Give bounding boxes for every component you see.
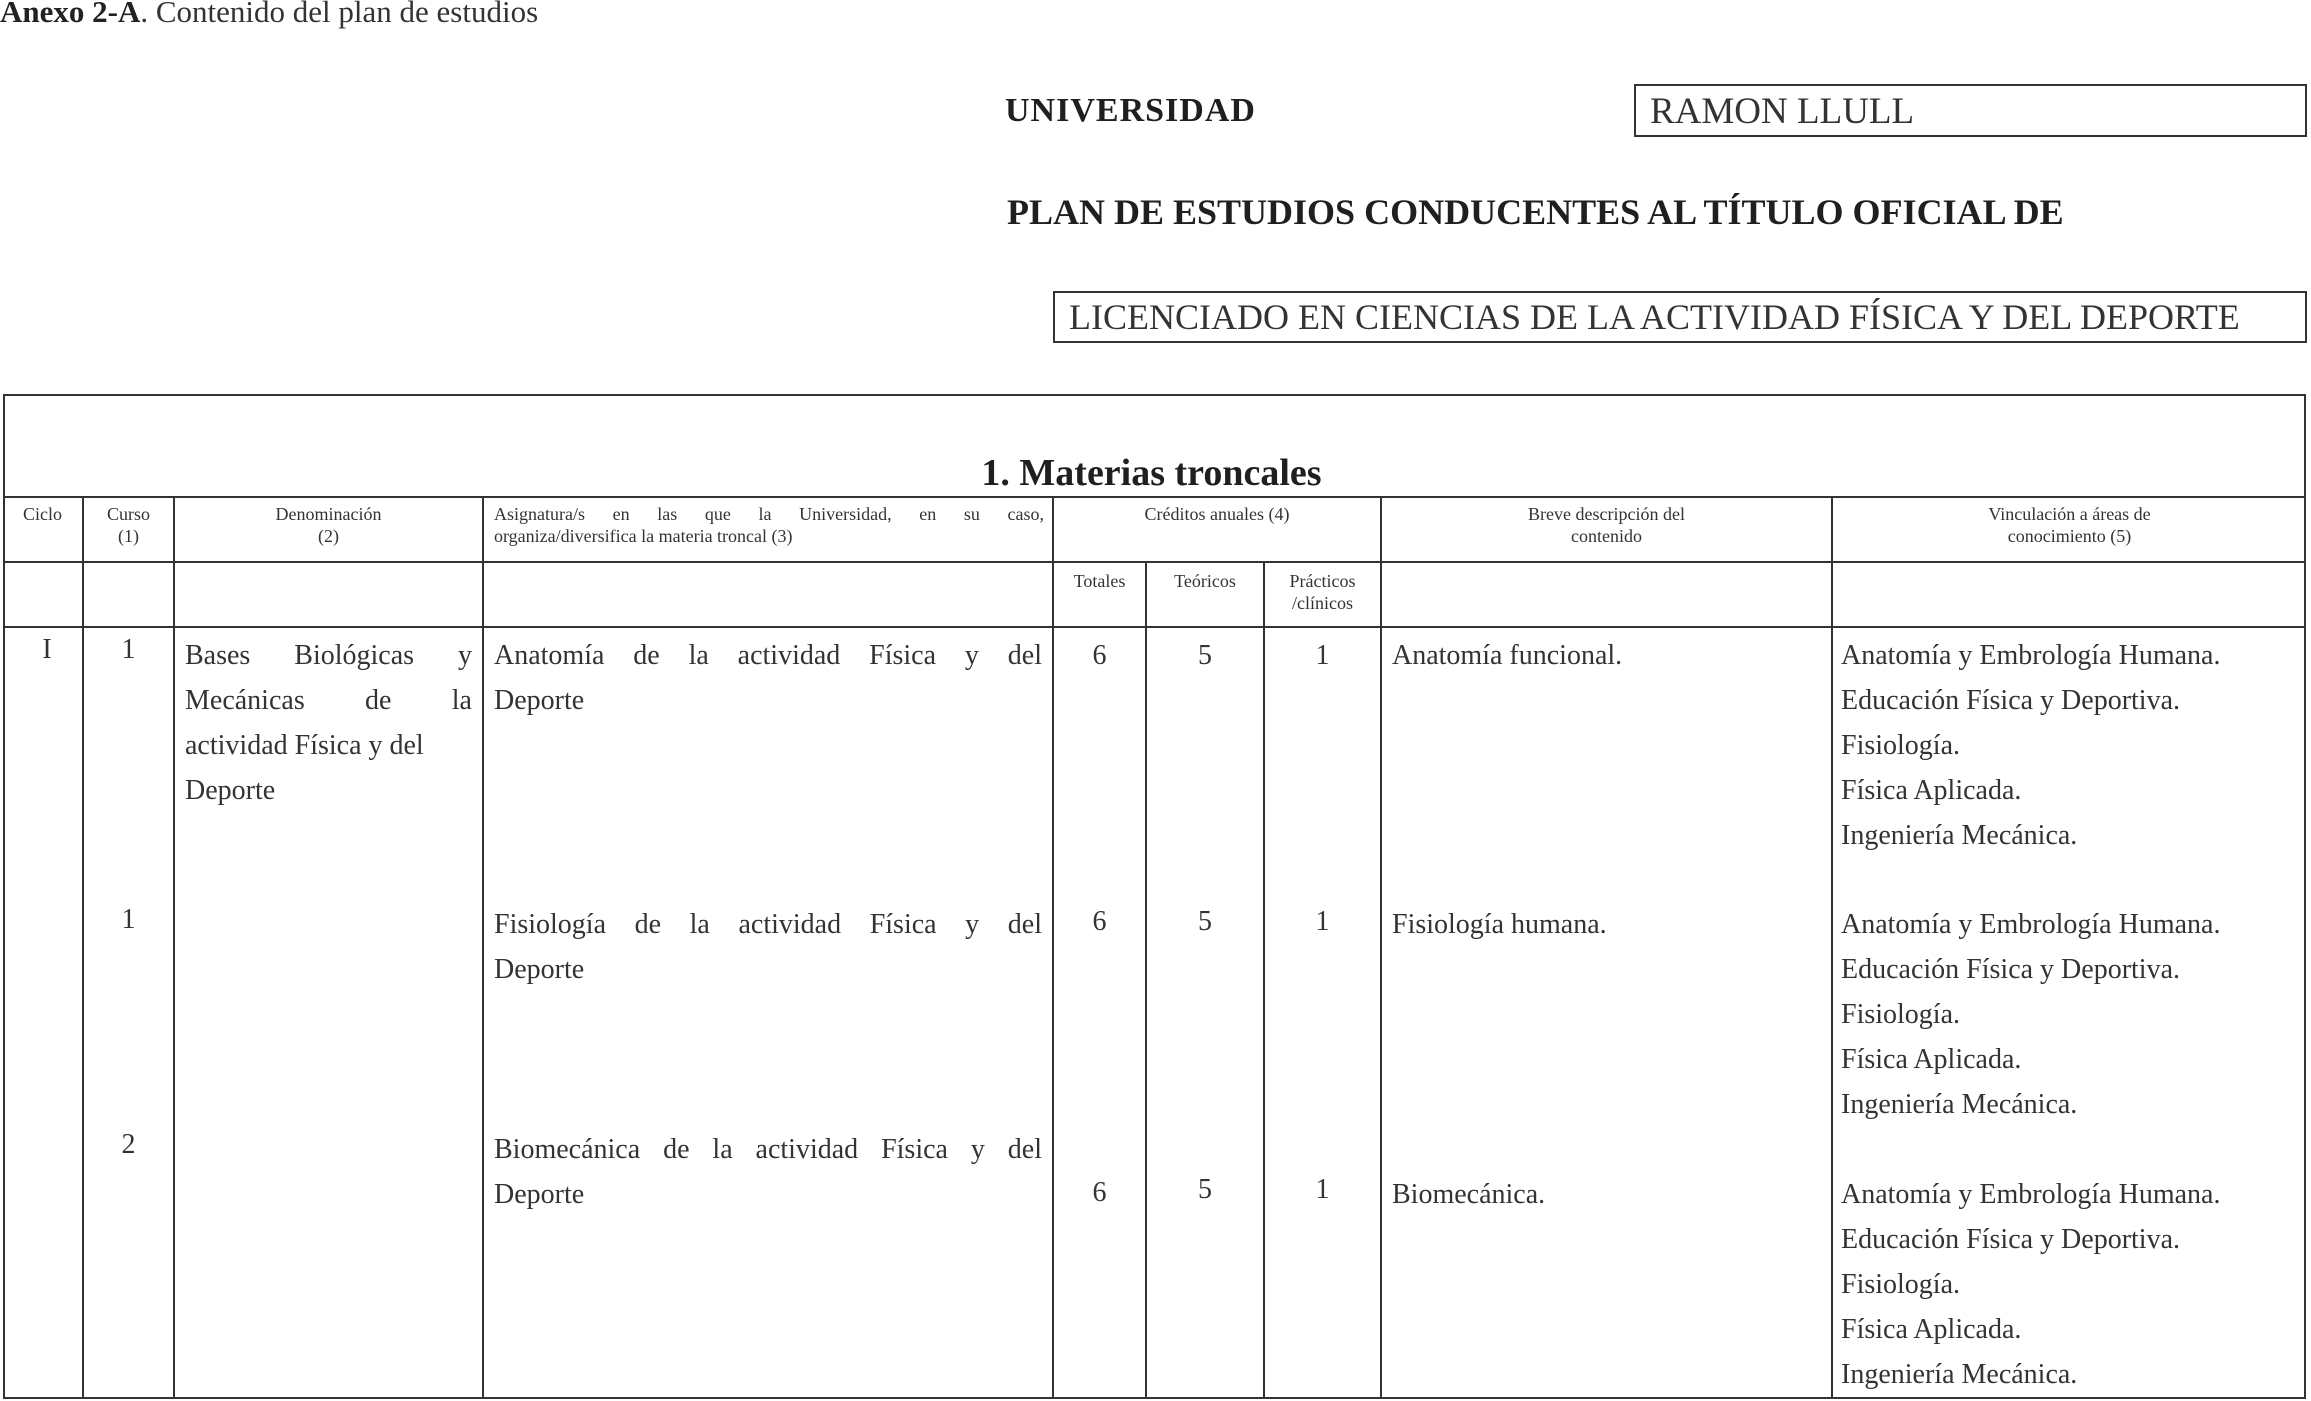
col-header-totales: Totales	[1073, 571, 1126, 591]
asignatura-line: Fisiología de la actividad Física y del	[494, 909, 1042, 940]
col-header-vinculacion-line2: conocimiento (5)	[2007, 526, 2132, 546]
col-header-descripcion-line1: Breve descripción del	[1528, 504, 1685, 524]
annex-subtitle: . Contenido del plan de estudios	[140, 0, 539, 29]
area-item: Educación Física y Deportiva.	[1841, 1224, 2181, 1255]
teoricos-value: 5	[1198, 1174, 1212, 1205]
col-header-denominacion-note: (2)	[318, 526, 339, 546]
curso-value: 1	[121, 634, 136, 665]
curso-value: 1	[121, 904, 136, 935]
university-label: UNIVERSIDAD	[1005, 92, 1256, 129]
area-item: Fisiología.	[1841, 999, 1961, 1030]
area-item: Anatomía y Embrología Humana.	[1841, 1179, 2221, 1210]
denominacion-line: Mecánicas de la	[185, 685, 472, 716]
table-rule	[1263, 561, 1265, 1399]
col-header-teoricos: Teóricos	[1174, 571, 1236, 591]
col-header-curso-note: (1)	[118, 526, 139, 546]
area-item: Anatomía y Embrología Humana.	[1841, 909, 2221, 940]
col-header-ciclo: Ciclo	[23, 504, 62, 524]
asignatura-line: Deporte	[494, 685, 585, 716]
asignatura-line: Anatomía de la actividad Física y del	[494, 640, 1042, 671]
table-rule	[1052, 496, 1054, 1399]
table-rule	[1831, 496, 1833, 1399]
areas-list	[1841, 633, 2220, 858]
col-header-vinculacion	[1833, 503, 2306, 547]
table-rule	[482, 496, 484, 1399]
asignatura-line: Deporte	[494, 1179, 585, 1210]
areas-list	[1841, 1172, 2220, 1397]
table-rule	[1052, 561, 1382, 563]
curso-value: 2	[121, 1129, 136, 1160]
table-rule	[173, 496, 175, 1399]
asignatura-value	[494, 902, 1042, 992]
col-header-practicos-line1: Prácticos	[1289, 571, 1356, 591]
denominacion-value	[185, 633, 472, 813]
area-item: Anatomía y Embrología Humana.	[1841, 640, 2221, 671]
col-header-asignaturas	[494, 503, 1044, 547]
table-rule	[82, 496, 84, 1399]
denominacion-line: Deporte	[185, 775, 276, 806]
col-header-practicos	[1265, 570, 1380, 614]
table-rule	[3, 496, 2306, 498]
practicos-value: 1	[1315, 1174, 1330, 1205]
col-header-descripcion	[1382, 503, 1831, 547]
descripcion-value: Fisiología humana.	[1392, 909, 1607, 940]
area-item: Ingeniería Mecánica.	[1841, 1359, 2078, 1390]
annex-label: Anexo 2-A	[0, 0, 141, 29]
area-item: Educación Física y Deportiva.	[1841, 954, 2181, 985]
col-header-descripcion-line2: contenido	[1571, 526, 1642, 546]
teoricos-value: 5	[1198, 640, 1212, 671]
area-item: Ingeniería Mecánica.	[1841, 820, 2078, 851]
practicos-value: 1	[1315, 906, 1330, 937]
col-header-curso	[84, 503, 173, 547]
teoricos-value: 5	[1198, 906, 1212, 937]
col-header-creditos: Créditos anuales (4)	[1144, 504, 1290, 524]
col-header-curso-label: Curso	[106, 504, 150, 524]
table-rule	[1380, 496, 1382, 1399]
col-header-vinculacion-line1: Vinculación a áreas de	[1988, 504, 2151, 524]
area-item: Física Aplicada.	[1841, 1044, 2022, 1075]
annex-title	[0, 0, 538, 30]
area-item: Física Aplicada.	[1841, 1314, 2022, 1345]
col-header-asignaturas-line1: Asignatura/s en las que la Universidad, en su caso,	[494, 504, 1044, 524]
degree-name-box: LICENCIADO EN CIENCIAS DE LA ACTIVIDAD FÍSICA Y DEL DEPORTE	[1053, 291, 2307, 343]
area-item: Física Aplicada.	[1841, 775, 2022, 806]
area-item: Fisiología.	[1841, 1269, 1961, 1300]
university-name-box: RAMON LLULL	[1634, 84, 2307, 137]
asignatura-line: Biomecánica de la actividad Física y del	[494, 1134, 1042, 1165]
table-rule	[1145, 561, 1147, 1399]
practicos-value: 1	[1315, 640, 1330, 671]
area-item: Ingeniería Mecánica.	[1841, 1089, 2078, 1120]
denominacion-line: Bases Biológicas y	[185, 640, 472, 671]
totales-value: 6	[1092, 1177, 1107, 1208]
ciclo-value: I	[42, 634, 52, 665]
area-item: Educación Física y Deportiva.	[1841, 685, 2181, 716]
col-header-practicos-line2: /clínicos	[1292, 593, 1353, 613]
section-title: 1. Materias troncales	[981, 452, 1322, 494]
asignatura-line: Deporte	[494, 954, 585, 985]
totales-value: 6	[1092, 640, 1107, 671]
col-header-denominacion-label: Denominación	[275, 504, 382, 524]
table-rule	[3, 626, 2306, 628]
totales-value: 6	[1092, 906, 1107, 937]
denominacion-line: actividad Física y del	[185, 730, 424, 761]
area-item: Fisiología.	[1841, 730, 1961, 761]
asignatura-value	[494, 1127, 1042, 1217]
descripcion-value: Anatomía funcional.	[1392, 640, 1623, 671]
descripcion-value: Biomecánica.	[1392, 1179, 1546, 1210]
asignatura-value	[494, 633, 1042, 723]
col-header-denominacion	[175, 503, 482, 547]
col-header-asignaturas-line2: organiza/diversifica la materia troncal (3)	[494, 526, 793, 546]
areas-list	[1841, 902, 2220, 1127]
plan-title: PLAN DE ESTUDIOS CONDUCENTES AL TÍTULO OFICIAL DE	[1007, 192, 2064, 232]
